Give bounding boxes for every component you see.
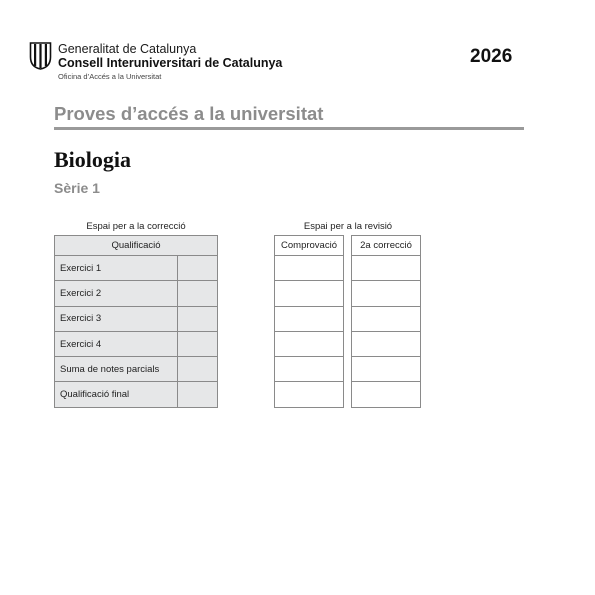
review-cell	[275, 331, 344, 356]
org-name-consell: Consell Interuniversitari de Catalunya	[58, 56, 283, 70]
row-label-exercici-1: Exercici 1	[55, 256, 178, 281]
review-caption: Espai per a la revisió	[303, 221, 393, 232]
review-cell	[275, 306, 344, 331]
grading-table	[54, 235, 218, 408]
review-cell	[352, 281, 421, 306]
table-row	[55, 382, 218, 407]
grading-header-row	[55, 236, 218, 256]
score-cell	[177, 382, 217, 407]
table-row	[55, 281, 218, 306]
score-cell	[177, 331, 217, 356]
org-name-generalitat: Generalitat de Catalunya	[58, 42, 197, 56]
row-label-exercici-3: Exercici 3	[55, 306, 178, 331]
comprovacio-header: Comprovació	[275, 236, 344, 256]
institution-header	[29, 42, 529, 86]
table-row	[55, 306, 218, 331]
subject-title: Biologia	[54, 147, 132, 172]
table-row	[55, 331, 218, 356]
row-label-exercici-4: Exercici 4	[55, 331, 178, 356]
org-name-oficina: Oficina d’Accés a la Universitat	[58, 72, 162, 81]
senyera-logo-icon	[29, 42, 52, 70]
row-label-suma: Suma de notes parcials	[55, 357, 178, 382]
review-cell	[275, 281, 344, 306]
review-cell	[275, 357, 344, 382]
exam-title: Proves d’accés a la universitat	[54, 103, 324, 124]
score-cell	[177, 281, 217, 306]
review-cell	[275, 382, 344, 407]
table-row	[55, 357, 218, 382]
table-row	[55, 256, 218, 281]
row-label-exercici-2: Exercici 2	[55, 281, 178, 306]
review-cell	[352, 357, 421, 382]
score-cell	[177, 357, 217, 382]
score-cell	[177, 306, 217, 331]
grading-caption: Espai per a la correcció	[86, 221, 186, 232]
review-cell	[275, 256, 344, 281]
grading-header: Qualificació	[55, 236, 218, 256]
score-cell	[177, 256, 217, 281]
review-table-segona-correccio	[351, 235, 421, 408]
review-cell	[352, 331, 421, 356]
review-cell	[352, 256, 421, 281]
review-cell	[352, 306, 421, 331]
series-label: Sèrie 1	[54, 180, 100, 196]
title-divider	[54, 127, 524, 130]
segona-correccio-header: 2a correcció	[352, 236, 421, 256]
review-cell	[352, 382, 421, 407]
review-table-comprovacio	[274, 235, 344, 408]
exam-year: 2026	[470, 46, 513, 67]
row-label-qualificacio-final: Qualificació final	[55, 382, 178, 407]
